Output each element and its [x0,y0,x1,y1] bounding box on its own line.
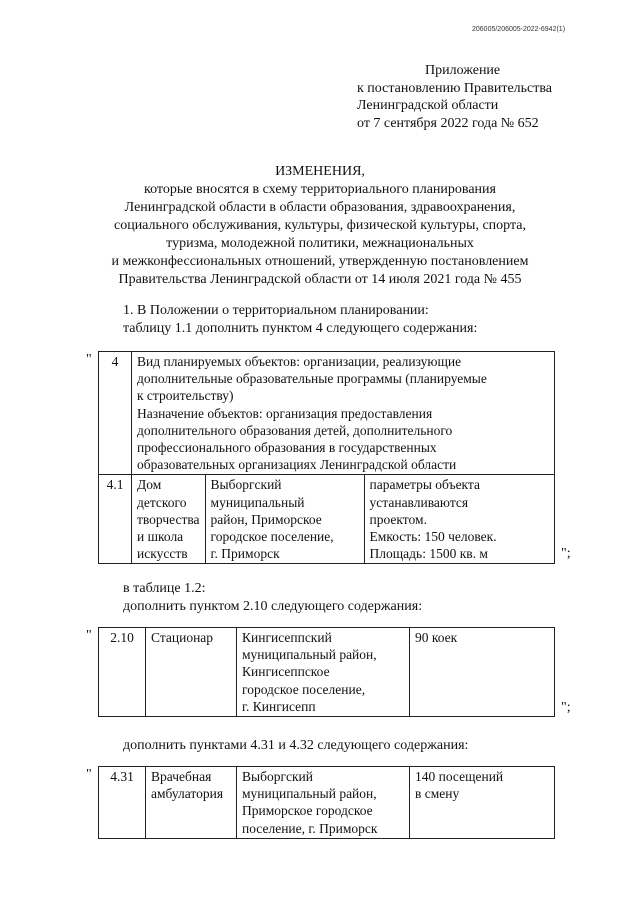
object-name: Дом детского творчества и школа искусств [132,475,206,564]
row-number: 2.10 [99,628,146,717]
object-parameters: параметры объекта устанавливаются проектом. Емкость: 150 человек. Площадь: 1500 кв. м [364,475,554,564]
row-number: 4 [99,352,132,475]
open-quote: " [86,767,92,782]
appendix-line: Ленинградской области [357,98,499,113]
close-quote: "; [561,700,571,715]
document-id-stamp: 206005/206005-2022-6942(1) [472,26,566,33]
object-location: Выборгский муниципальный район, Приморское городское поселение, г. Приморск [237,767,410,839]
title-line: Правительства Ленинградской области от 14 июля 2021 года № 455 [118,272,522,287]
object-capacity: 90 коек [410,628,555,717]
appendix-line: к постановлению Правительства [357,80,553,96]
object-capacity: 140 посещений в смену [410,767,555,839]
objects-description: Вид планируемых объектов: организации, реализующие дополнительные образовательные программы (планируемые к строительству) Назначение объектов: организация предоставления дополнительного образования детей, дополнительного профессионального образования в государственных образовательных организациях Ленинградской области [132,352,555,475]
section2-line2: дополнить пунктом 2.10 следующего содержания: [123,599,423,614]
table-row [99,767,555,839]
table-1-2-point-2-10 [98,627,555,717]
object-type: Стационар [146,628,237,717]
appendix-header [357,62,552,132]
appendix-line: от 7 сентября 2022 года № 652 [357,115,539,131]
object-type: Врачебная амбулатория [146,767,237,839]
object-location: Выборгский муниципальный район, Приморское городское поселение, г. Приморск [205,475,364,564]
table-1-2-point-4-31 [98,766,555,839]
object-location: Кингисеппский муниципальный район, Кингисеппское городское поселение, г. Кингисепп [237,628,410,717]
title-line: и межконфессиональных отношений, утвержденную постановлением [111,254,529,269]
document-title [0,163,640,289]
title-line: туризма, молодежной политики, межнациональных [166,236,474,251]
section2-line1: в таблице 1.2: [123,581,206,596]
section1-line2: таблицу 1.1 дополнить пунктом 4 следующего содержания: [123,321,478,336]
table-1-1-addition [98,351,555,564]
table-row [99,352,555,475]
close-quote: "; [561,546,571,561]
section1-line1: 1. В Положении о территориальном планировании: [123,303,429,318]
open-quote: " [86,352,92,367]
section2-line3: дополнить пунктами 4.31 и 4.32 следующего содержания: [123,738,469,753]
appendix-line: Приложение [425,63,501,78]
title-line: которые вносятся в схему территориального планирования [144,182,496,197]
table-row [99,475,555,564]
title-heading: ИЗМЕНЕНИЯ, [275,164,365,179]
row-number: 4.31 [99,767,146,839]
row-number: 4.1 [99,475,132,564]
title-line: социального обслуживания, культуры, физической культуры, спорта, [113,218,526,233]
table-row [99,628,555,717]
open-quote: " [86,628,92,643]
title-line: Ленинградской области в области образования, здравоохранения, [124,200,516,215]
